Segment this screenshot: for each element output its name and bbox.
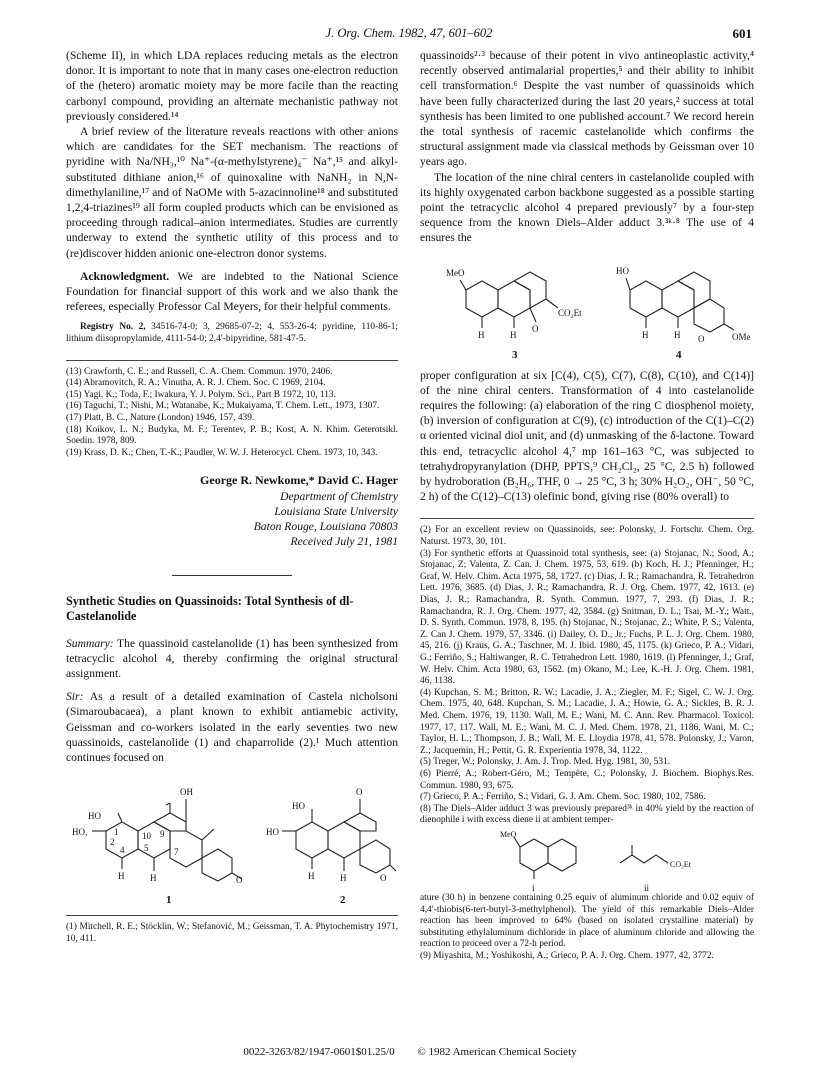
- struct-2-ho-upper: HO: [292, 801, 305, 812]
- footer-code: 0022-3263/82/1947-0601$01.25/0: [243, 1046, 395, 1058]
- page-header: [66, 26, 752, 44]
- reference-19: (19) Krass, D. K.; Chen, T.-K.; Paudler, W. W. J. Heterocycl. Chem. 1973, 10, 343.: [66, 447, 378, 458]
- article-separator: [172, 575, 292, 576]
- reference-6: (6) Pierré, A.; Robert-Géro, M.; Tempête, C.; Polonsky, J. Biochem. Biophys.Res. Commun. 1980, 93, 675.: [420, 768, 754, 791]
- compound-label-ii: ii: [644, 882, 650, 893]
- structures-3-4: [420, 252, 754, 364]
- article-title: Synthetic Studies on Quassinoids: Total Synthesis of dl-Castelanolide: [66, 593, 354, 623]
- registry-body: 34516-74-0; 3, 29685-07-2; 4, 553-26-4; pyridine, 110-86-1; lithium diisopropylamide, 4111-54-0; 2,4′-bipyridine, 581-47-5.: [66, 322, 398, 345]
- reference-14: (14) Abramovitch, R. A.; Vinutha, A. R. J. Chem. Soc. C 1969, 2104.: [66, 378, 326, 389]
- reference-7: (7) Grieco, P. A.; Ferriño, S.; Vidari, G. J. Am. Chem. Soc. 1980, 102, 7586.: [420, 792, 706, 803]
- struct-1-oh-top: OH: [180, 787, 193, 798]
- sir-label: Sir:: [66, 690, 84, 704]
- struct-ii-co2et: CO₂Et: [670, 859, 692, 869]
- sir-paragraph: [66, 689, 398, 765]
- sir-body: As a result of a detailed examination of Castela nicholsoni (Simaroubacaea), a plant known to exhibit antiamebic activity, Geissman and co-workers isolated in the early seventies two new quassinoids, castelanolide (1) and chaparrolide (2).¹ Much attention continues focused on: [66, 690, 398, 765]
- summary: [66, 636, 398, 682]
- struct-4-o: O: [698, 333, 705, 344]
- reference-18: (18) Koikov, L. N.; Budyka, M. F.; Terentev, P. B.; Kost, A. N. Khim. Geterotsikl. Soedin. 1978, 809.: [66, 424, 398, 447]
- struct-1-ho-chain: HO,: [72, 827, 88, 838]
- page-number: 601: [732, 26, 752, 41]
- page-footer: [0, 1046, 820, 1058]
- reference-3: (3) For synthetic efforts at Quassinoid total synthesis, see: (a) Stojanac, N.; Sood, A.; Stojanac, Z; Valenta, Z. Can. J. Chem. 1975, 53, 619. (b) Koch, H. J.; Pfenninger, H.; Graf, W. Helv. Chim. Acta 1975, 58, 1727. (c) Dias, J. R.; Ramachandra, R. Tetrahedron Lett. 1976, 3685. (d) Dias, J. R.; Ramachandra, R. J. Org. Chem. 1977, 42, 1613. (e) Dias, J. R.; Ramachandra, R. Synth. Commun. 1977, 7, 293. (f) Dias, J. R.; Ramachandra, R. J. Org. Chem. 1977, 42, 3584. (g) Snitman, D. L.; Tsai, M.-Y.; Watt., D. S. Synth. Commun. 1978, 8, 195. (h) Stojanac, N.; Stojanac, Z.; White, P. S.; Valenta, Z. Can J. Chem. 1979, 57, 3346. (i) Dailey, O. D., Jr.; Fuchs, P. L. J. Org. Chem. 1980, 45, 216. (j) Kraus, G. A.; Taschner, M. J. Ibid. 1980, 45, 1175. (k) Grieco, P. A.; Vidari, G.; Ferriño, S.; Haltiwanger, R. C. Tetrahedron Lett. 1980, 1619. (l) Pfenninger, J.; Graf, W. Helv. Chim. Acta 1980, 63, 1562. (m) Okano, M.; Lee, K.-H. J. Org. Chem. 1981, 46, 1138.: [420, 548, 754, 687]
- struct-1-num-10: 10: [142, 831, 151, 842]
- journal-citation: J. Org. Chem. 1982, 47, 601–602: [325, 26, 493, 40]
- struct-1-ho-upper: HO: [88, 811, 101, 822]
- reference-17: (17) Platt, B. C., Nature (London) 1946, 157, 439.: [66, 413, 255, 424]
- structures-i-ii: [420, 827, 754, 893]
- struct-1-num-5: 5: [144, 843, 149, 854]
- reference-16: (16) Taguchi, T.; Nishi, M.; Watanabe, K.; Mukaiyama, T. Chem. Lett., 1973, 1307.: [66, 401, 380, 412]
- right-paragraph-2: The location of the nine chiral centers in castelanolide coupled with its highly oxygenated carbon backbone suggested as a possible starting point the tetracyclic alcohol 4 prepared previously⁷ by a four-step sequence from the known Diels–Alder adduct 3.³ᵏ·⁸ The use of 4 ensures the: [420, 170, 754, 245]
- acknowledgment: [66, 269, 398, 315]
- affiliation-city: Baton Rouge, Louisiana 70803: [253, 519, 398, 533]
- reference-4: (4) Kupchan, S. M.; Britton, R. W.; Lacadie, J. A.; Ziegler, M. F.; Sigel, C. W. J. Org. Chem. 1975, 40, 648. Kupchan, S. M.; Lacadie, J. A.; Howie, G. A.; Sickles, B. R. J. Med. Chem. 1976, 19, 1130. Wall, M. E.; Wani, M. C. Ann. Rev. Pharmacol. Toxicol. 1977, 17, 117. Wall, M. E.; Wani, M. C. J. Med. Chem. 1978, 21, 1186. Wani, M. C.; Taylor, H. L.; Thompson, J. B.; Wall, M. E. Lloydia 1978, 41, 578. Polonsky, J.; Varon, Z.; Jacquemin, H.; Pettit, G. R. Experientia 1978, 34, 1122.: [420, 687, 754, 756]
- struct-3-meo: MeO: [446, 267, 465, 278]
- reference-13: (13) Crawforth, C. E.; and Russell, C. A. Chem. Commun. 1970, 2406.: [66, 366, 333, 377]
- right-paragraph-1: quassinoids²·³ because of their potent in vivo antineoplastic activity,⁴ recently observed antimalarial properties,⁵ and their ability to inhibit cell transformation.⁶ Despite the vast number of quassinoids which have been fully characterized during the last 20 years,² success at total synthesis has been limited to one published account.⁷ We record herein the total synthesis of racemic castelanolide which confirms the structural assignment made via classical methods by Geissman over 10 years ago.: [420, 49, 754, 169]
- struct-1-o: O: [236, 875, 243, 886]
- struct-2-o-top: O: [356, 787, 363, 798]
- struct-2-o-right: O: [380, 873, 387, 884]
- struct-1-num-1: 1: [114, 827, 119, 838]
- struct-4-ome: OMe: [732, 331, 751, 342]
- struct-1-h-a: H: [118, 871, 125, 882]
- struct-i-meo: MeO: [500, 829, 517, 839]
- affiliation-university: Louisiana State University: [274, 504, 398, 518]
- struct-4-h-b: H: [674, 329, 681, 340]
- struct-1-num-2: 2: [110, 837, 115, 848]
- affiliation-department: Department of Chemistry: [280, 489, 398, 503]
- author-block: [66, 473, 398, 548]
- acknowledgment-title: Acknowledgment.: [80, 269, 170, 283]
- right-references: [420, 518, 754, 826]
- struct-2-ho-left: HO: [266, 827, 279, 838]
- left-paragraph-1: (Scheme II), in which LDA replaces reducing metals as the electron donor. It is important to note that in many cases one-electron reduction of the (hetero) aromatic moiety may be more facile than the reacting carbonyl compound, providing an alternate mechanistic pathway not previously considered.¹⁴: [66, 49, 398, 123]
- left-column: [66, 48, 398, 945]
- struct-1-num-9: 9: [160, 829, 165, 840]
- reference-8-continued: ature (30 h) in benzene containing 0.25 equiv of aluminum chloride and 0.02 equiv of 4,4′-thiobis(6-tert-butyl-3-methylphenol). The yield of this remarkable Diels–Alder reaction has been improved to 64% (based on isolated crystalline material) by substituting ethylaluminum dichloride in place of aluminum chloride and allowing the reaction to proceed over a 72-h period.: [420, 892, 754, 950]
- struct-2-h-a: H: [308, 871, 315, 882]
- struct-2-h-b: H: [340, 873, 347, 884]
- compound-label-4: 4: [676, 348, 682, 361]
- reference-1: (1) Mitchell, R. E.; Stöcklin, W.; Stefanović, M.; Geissman, T. A. Phytochemistry 1971, 10, 411.: [66, 922, 398, 944]
- left-paragraph-2: A brief review of the literature reveals reactions with other anions which are candidates for the SET mechanism. The reactions of pyridine with Na/NH₃,¹⁰ Na⁺-(α-methylstyrene)₄⁻ Na⁺,¹⁵ and alkyl-substituted dithiane anion,¹⁶ of quinoxaline with NaNH₂ in N,N-dimethylaniline,¹⁷ and of NaOMe with 5-azacinnoline¹⁸ and substituted 1,2,4-triazines¹⁹ all form coupled products which can be envisioned as proceeding through radical–anion intermediates. Studies are currently underway to extend the synthetic utility of this process and to (re)discover hidden anionic one-electron donor systems.: [66, 125, 398, 260]
- left-footnote: [66, 915, 398, 945]
- compound-label-3: 3: [512, 348, 518, 361]
- compound-label-1: 1: [166, 894, 172, 907]
- struct-1-num-7: 7: [174, 847, 179, 858]
- summary-body: The quassinoid castelanolide (1) has been synthesized from tetracyclic alcohol 4, thereby confirming the original structural assignment.: [66, 636, 398, 680]
- author-names: George R. Newkome,* David C. Hager: [200, 473, 398, 488]
- reference-15: (15) Yagi, K.; Toda, F.; Iwakura, Y. J. Polym. Sci., Part B 1972, 10, 113.: [66, 389, 336, 400]
- registry-numbers: [66, 322, 398, 345]
- struct-3-h-a: H: [478, 329, 485, 340]
- right-footnotes-continued: [420, 893, 754, 963]
- right-paragraph-3: proper configuration at six [C(4), C(5), C(7), C(8), C(10), and C(14)] of the nine chiral centers. Transformation of 4 into castelanolide requires the following: (a) elaboration of the ring C diosphenol moiety, (b) inversion of configuration at C(9), (c) introduction of the C(1)–C(2) α oriented vicinal diol unit, and (d) unmasking of the δ-lactone. Toward this end, tetracyclic alcohol 4,⁷ mp 161–163 °C, was subjected to tetrahydropyranylation (DHP, PPTS,⁹ CH₂Cl₂, 25 °C, 2.5 h) followed by hydroboration (B₂H₆, THF, 0 → 25 °C, 3 h; 30% H₂O₂, OH⁻, 50 °C, 2 h) of the C(12)–C(13) olefinic bond, giving rise (80% overall) to: [420, 368, 754, 504]
- compound-label-2: 2: [340, 894, 346, 907]
- struct-4-h-a: H: [642, 329, 649, 340]
- acknowledgment-body: We are indebted to the National Science Foundation for financial support of this work and we also thank the referees, especially Professor Cal Meyers, for their helpful comments.: [66, 269, 398, 314]
- reference-8: (8) The Diels–Alder adduct 3 was previously prepared³ᵏ in 40% yield by the reaction of dienophile i with excess diene ii at ambient temper-: [420, 803, 754, 826]
- reference-5: (5) Treger, W.; Polonsky, J. Am. J. Trop. Med. Hyg. 1981, 30, 531.: [420, 757, 671, 768]
- struct-1-num-4: 4: [120, 845, 125, 856]
- right-column: [420, 48, 754, 962]
- struct-3-co2et: CO₂Et: [558, 307, 582, 318]
- received-date: Received July 21, 1981: [290, 534, 398, 548]
- reference-9: (9) Miyashita, M.; Yoshikoshi, A.; Grieco, P. A. J. Org. Chem. 1977, 42, 3772.: [420, 950, 714, 961]
- struct-1-h-b: H: [150, 873, 157, 884]
- reference-2: (2) For an excellent review on Quassinoids, see: Polonsky, J. Fortschr. Chem. Org. Naturst. 1973, 30, 101.: [420, 525, 754, 548]
- summary-label: Summary:: [66, 636, 114, 650]
- struct-4-ho: HO: [616, 265, 629, 276]
- footer-copyright: © 1982 American Chemical Society: [417, 1046, 577, 1058]
- structures-1-2: [66, 769, 398, 909]
- struct-3-o: O: [532, 323, 539, 334]
- left-references: [66, 360, 398, 460]
- registry-title: Registry No. 2,: [80, 322, 146, 333]
- compound-label-i: i: [532, 882, 535, 893]
- struct-3-h-b: H: [510, 329, 517, 340]
